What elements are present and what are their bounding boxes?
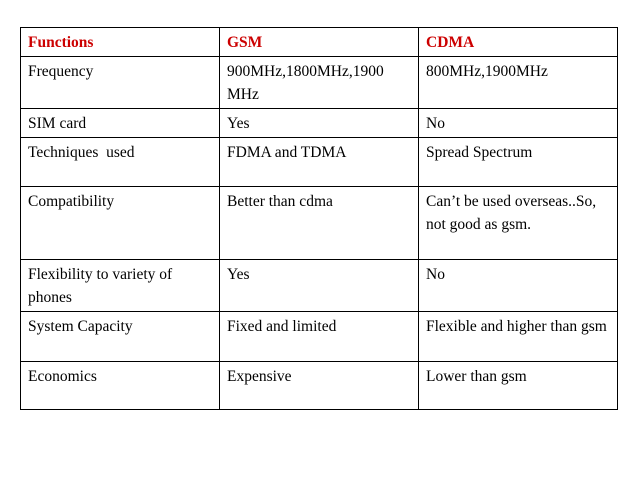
header-cdma: CDMA <box>419 28 618 57</box>
cell-gsm: 900MHz,1800MHz,1900 MHz <box>220 57 419 109</box>
cell-gsm: Fixed and limited <box>220 312 419 362</box>
cell-gsm: Yes <box>220 109 419 138</box>
header-row <box>21 28 618 57</box>
cell-gsm: Expensive <box>220 362 419 410</box>
table-row-economics <box>21 362 618 410</box>
table-row-flexibility <box>21 260 618 312</box>
table-row-system-capacity <box>21 312 618 362</box>
cell-function: Compatibility <box>21 187 220 260</box>
cell-gsm: Yes <box>220 260 419 312</box>
cell-function: Techniques used <box>21 138 220 187</box>
cell-cdma: Spread Spectrum <box>419 138 618 187</box>
cell-function: System Capacity <box>21 312 220 362</box>
header-gsm: GSM <box>220 28 419 57</box>
table-row-frequency <box>21 57 618 109</box>
cell-gsm: FDMA and TDMA <box>220 138 419 187</box>
cell-function: Economics <box>21 362 220 410</box>
cell-gsm: Better than cdma <box>220 187 419 260</box>
cell-cdma: No <box>419 260 618 312</box>
cell-cdma: Flexible and higher than gsm <box>419 312 618 362</box>
table-row-sim-card <box>21 109 618 138</box>
cell-function: SIM card <box>21 109 220 138</box>
cell-cdma: No <box>419 109 618 138</box>
table-row-compatibility <box>21 187 618 260</box>
cell-function: Frequency <box>21 57 220 109</box>
cell-cdma: 800MHz,1900MHz <box>419 57 618 109</box>
cell-function: Flexibility to variety of phones <box>21 260 220 312</box>
table-row-techniques <box>21 138 618 187</box>
header-functions: Functions <box>21 28 220 57</box>
cell-cdma: Lower than gsm <box>419 362 618 410</box>
cell-cdma: Can’t be used overseas..So, not good as gsm. <box>419 187 618 260</box>
gsm-cdma-comparison-table <box>20 27 618 410</box>
